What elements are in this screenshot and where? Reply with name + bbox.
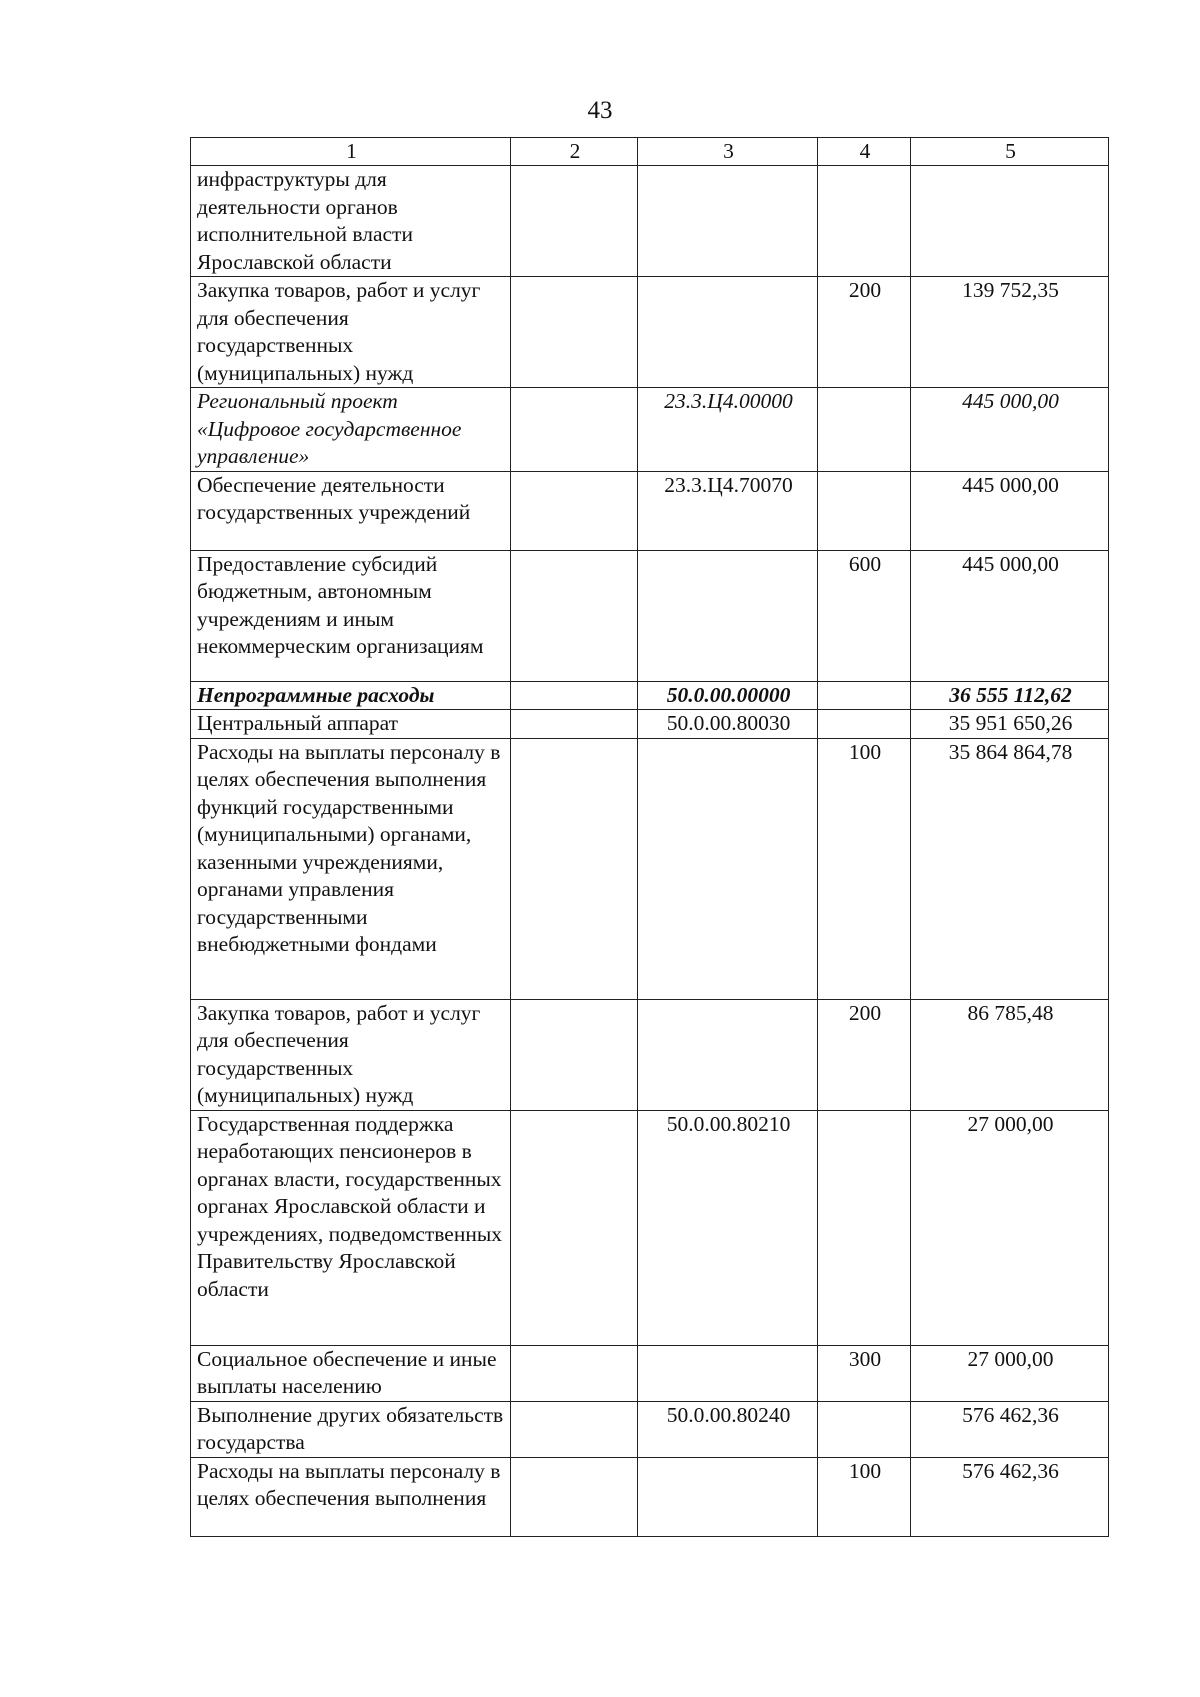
table-row xyxy=(191,681,1109,710)
page-number: 43 xyxy=(587,97,613,124)
row-name-cell: Предоставление субсидий бюджетным, автономным учреждениям и иным некоммерческим организациям xyxy=(191,550,511,681)
row-code-cell xyxy=(638,166,818,277)
row-name-cell: Закупка товаров, работ и услуг для обеспечения государственных (муниципальных) нужд xyxy=(191,277,511,388)
table-row xyxy=(191,166,1109,277)
row-amount-cell: 27 000,00 xyxy=(911,1110,1109,1345)
row-code-cell: 23.3.Ц4.00000 xyxy=(638,388,818,472)
row-type-cell xyxy=(818,710,911,739)
row-name-cell: Непрограммные расходы xyxy=(191,681,511,710)
row-type-cell: 100 xyxy=(818,738,911,999)
budget-table xyxy=(190,137,1109,1537)
row-col2-cell xyxy=(511,1457,638,1536)
table-row xyxy=(191,1345,1109,1401)
row-col2-cell xyxy=(511,710,638,739)
header-col-2: 2 xyxy=(511,138,638,166)
row-code-cell xyxy=(638,999,818,1110)
row-code-cell: 23.3.Ц4.70070 xyxy=(638,471,818,550)
row-code-cell: 50.0.00.00000 xyxy=(638,681,818,710)
row-type-cell: 200 xyxy=(818,277,911,388)
row-col2-cell xyxy=(511,471,638,550)
header-col-5: 5 xyxy=(911,138,1109,166)
row-type-cell xyxy=(818,681,911,710)
row-amount-cell: 36 555 112,62 xyxy=(911,681,1109,710)
row-col2-cell xyxy=(511,1110,638,1345)
row-amount-cell: 27 000,00 xyxy=(911,1345,1109,1401)
row-col2-cell xyxy=(511,681,638,710)
row-name-cell: Закупка товаров, работ и услуг для обеспечения государственных (муниципальных) нужд xyxy=(191,999,511,1110)
row-code-cell xyxy=(638,1345,818,1401)
row-amount-cell: 576 462,36 xyxy=(911,1401,1109,1457)
row-col2-cell xyxy=(511,999,638,1110)
row-type-cell xyxy=(818,388,911,472)
header-col-1: 1 xyxy=(191,138,511,166)
table-row xyxy=(191,277,1109,388)
row-name-cell: Выполнение других обязательств государства xyxy=(191,1401,511,1457)
row-code-cell: 50.0.00.80210 xyxy=(638,1110,818,1345)
row-code-cell xyxy=(638,277,818,388)
row-code-cell: 50.0.00.80240 xyxy=(638,1401,818,1457)
row-col2-cell xyxy=(511,1401,638,1457)
row-code-cell xyxy=(638,738,818,999)
table-row xyxy=(191,1457,1109,1536)
row-type-cell: 100 xyxy=(818,1457,911,1536)
row-amount-cell: 35 951 650,26 xyxy=(911,710,1109,739)
header-col-4: 4 xyxy=(818,138,911,166)
row-col2-cell xyxy=(511,1345,638,1401)
row-col2-cell xyxy=(511,388,638,472)
row-code-cell xyxy=(638,550,818,681)
row-amount-cell: 445 000,00 xyxy=(911,550,1109,681)
table-row xyxy=(191,710,1109,739)
row-name-cell: Региональный проект «Цифровое государственное управление» xyxy=(191,388,511,472)
row-type-cell xyxy=(818,1401,911,1457)
row-name-cell: Расходы на выплаты персоналу в целях обеспечения выполнения функций государственными (муниципальными) органами, казенными учреждениями, органами управления государственными внебюджетными фондами xyxy=(191,738,511,999)
table-row xyxy=(191,388,1109,472)
row-type-cell: 200 xyxy=(818,999,911,1110)
table-row xyxy=(191,471,1109,550)
row-type-cell xyxy=(818,166,911,277)
row-name-cell: Социальное обеспечение и иные выплаты населению xyxy=(191,1345,511,1401)
row-amount-cell: 576 462,36 xyxy=(911,1457,1109,1536)
row-name-cell: Государственная поддержка неработающих пенсионеров в органах власти, государственных органах Ярославской области и учреждениях, подведомственных Правительству Ярославской области xyxy=(191,1110,511,1345)
row-name-cell: Расходы на выплаты персоналу в целях обеспечения выполнения xyxy=(191,1457,511,1536)
row-col2-cell xyxy=(511,166,638,277)
table-row xyxy=(191,550,1109,681)
row-type-cell: 300 xyxy=(818,1345,911,1401)
table-row xyxy=(191,1110,1109,1345)
row-name-cell: Центральный аппарат xyxy=(191,710,511,739)
row-name-cell: Обеспечение деятельности государственных учреждений xyxy=(191,471,511,550)
row-col2-cell xyxy=(511,550,638,681)
row-amount-cell: 86 785,48 xyxy=(911,999,1109,1110)
row-col2-cell xyxy=(511,277,638,388)
row-name-cell: инфраструктуры для деятельности органов исполнительной власти Ярославской области xyxy=(191,166,511,277)
row-code-cell: 50.0.00.80030 xyxy=(638,710,818,739)
table-row xyxy=(191,738,1109,999)
header-row xyxy=(191,138,1109,166)
row-amount-cell: 445 000,00 xyxy=(911,471,1109,550)
row-amount-cell: 445 000,00 xyxy=(911,388,1109,472)
row-code-cell xyxy=(638,1457,818,1536)
row-amount-cell: 139 752,35 xyxy=(911,277,1109,388)
header-col-3: 3 xyxy=(638,138,818,166)
row-col2-cell xyxy=(511,738,638,999)
table-body xyxy=(191,166,1109,1537)
row-amount-cell xyxy=(911,166,1109,277)
table-row xyxy=(191,999,1109,1110)
row-type-cell xyxy=(818,471,911,550)
table-row xyxy=(191,1401,1109,1457)
row-type-cell: 600 xyxy=(818,550,911,681)
row-amount-cell: 35 864 864,78 xyxy=(911,738,1109,999)
row-type-cell xyxy=(818,1110,911,1345)
